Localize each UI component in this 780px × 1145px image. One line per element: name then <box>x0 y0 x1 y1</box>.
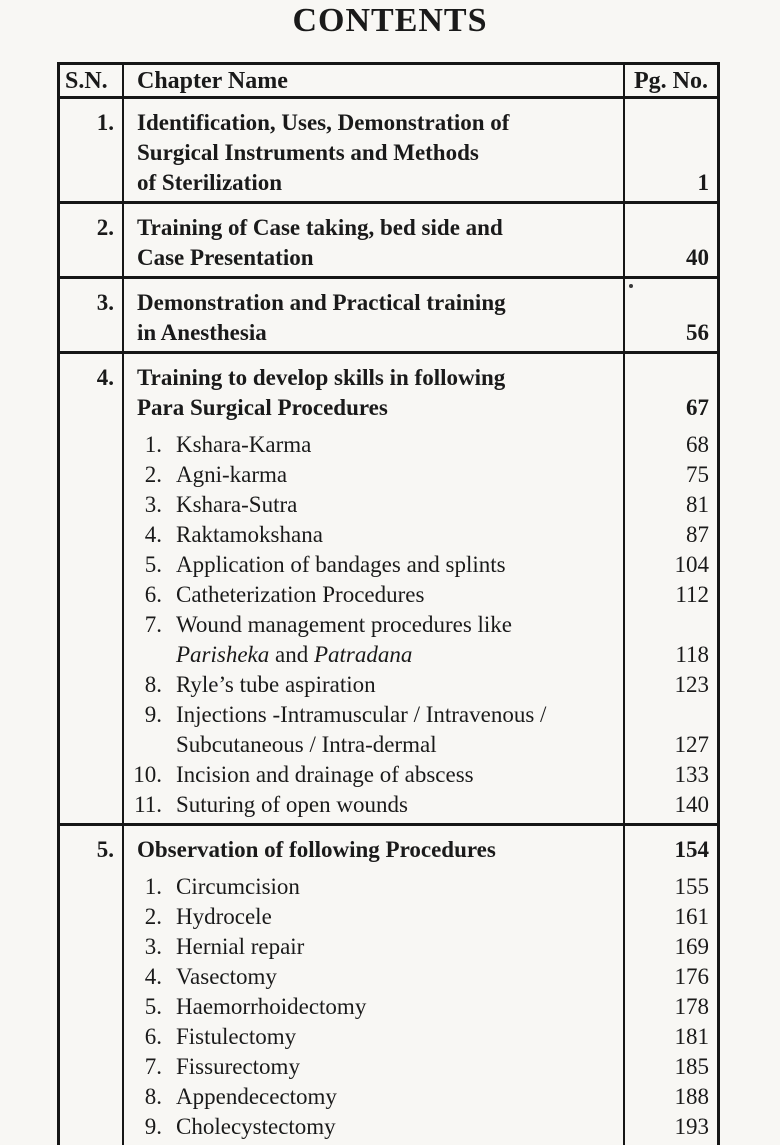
chapter-name-cell: Demonstration and Practical training <box>124 279 625 318</box>
contents-table <box>57 62 720 1145</box>
subitem-text: Raktamokshana <box>176 522 323 547</box>
chapter-name-cell: of Sterilization <box>124 168 625 201</box>
toc-line <box>60 640 717 670</box>
toc-line <box>60 826 717 865</box>
chapter-name-cell <box>124 1052 625 1082</box>
toc-line <box>60 1022 717 1052</box>
chapter-name-cell <box>124 760 625 790</box>
chapter-name-cell <box>124 992 625 1022</box>
toc-line <box>60 138 717 168</box>
chapter-name-cell <box>124 700 625 730</box>
chapter-row <box>60 826 717 1145</box>
sn-cell <box>60 168 124 201</box>
toc-line <box>60 520 717 550</box>
toc-line <box>60 204 717 243</box>
sn-cell <box>60 670 124 700</box>
sn-cell <box>60 490 124 520</box>
sn-cell <box>60 138 124 168</box>
chapter-name-cell: Training to develop skills in following <box>124 354 625 393</box>
chapter-name-cell <box>124 550 625 580</box>
sn-cell: 4. <box>60 354 124 393</box>
page-number-cell: 169 <box>674 934 709 959</box>
page-number-cell: 140 <box>674 792 709 817</box>
page-number-cell <box>625 354 717 393</box>
chapter-name-cell <box>124 865 625 902</box>
subitem-text: Subcutaneous / Intra-dermal <box>176 732 437 757</box>
subitem-number: 8. <box>144 672 162 697</box>
subitem-text: Injections -Intramuscular / Intravenous / <box>176 702 547 727</box>
chapter-name-cell: Case Presentation <box>124 243 625 276</box>
sn-cell <box>60 865 124 902</box>
chapter-name-cell <box>124 962 625 992</box>
page-number-cell: 40 <box>686 245 709 270</box>
subitem-text: Fissurectomy <box>176 1054 300 1079</box>
toc-line <box>60 423 717 460</box>
subitem-text: Vasectomy <box>176 964 277 989</box>
subitem-number: 10. <box>133 762 162 787</box>
subitem-text: Ryle’s tube aspiration <box>176 672 376 697</box>
subitem-text: Haemorrhoidectomy <box>176 994 367 1019</box>
subitem-text: and <box>269 642 314 667</box>
chapter-name-cell: Surgical Instruments and Methods <box>124 138 625 168</box>
sn-cell <box>60 318 124 351</box>
subitem-number: 1. <box>144 432 162 457</box>
page-number-cell <box>625 700 717 730</box>
subitem-number: 11. <box>134 792 162 817</box>
subitem-text: Suturing of open wounds <box>176 792 408 817</box>
chapter-row <box>60 99 717 204</box>
subitem-number: 4. <box>144 964 162 989</box>
chapter-name-cell: Observation of following Procedures <box>124 826 625 865</box>
sn-cell <box>60 640 124 670</box>
page-number-cell: 188 <box>674 1084 709 1109</box>
page-number-cell: 87 <box>686 522 709 547</box>
toc-line <box>60 902 717 932</box>
toc-line <box>60 550 717 580</box>
sn-cell <box>60 610 124 640</box>
toc-line <box>60 393 717 423</box>
page-number-cell: 178 <box>674 994 709 1019</box>
toc-line <box>60 670 717 700</box>
sn-cell: 1. <box>60 99 124 138</box>
toc-line <box>60 730 717 760</box>
subitem-text: Agni-karma <box>176 462 288 487</box>
subitem-number: 2. <box>144 904 162 929</box>
chapter-name-cell <box>124 580 625 610</box>
sn-cell <box>60 393 124 423</box>
sn-cell <box>60 1022 124 1052</box>
chapter-name-cell: Identification, Uses, Demonstration of <box>124 99 625 138</box>
subitem-text: Circumcision <box>176 874 300 899</box>
toc-line <box>60 243 717 276</box>
toc-line <box>60 1052 717 1082</box>
sn-cell <box>60 932 124 962</box>
sn-cell <box>60 1052 124 1082</box>
toc-line <box>60 168 717 201</box>
toc-line <box>60 962 717 992</box>
subitem-text: Cholecystectomy <box>176 1114 336 1139</box>
subitem-text: Wound management procedures like <box>176 612 513 637</box>
subitem-number: 4. <box>144 522 162 547</box>
page-number-cell: 68 <box>686 432 709 457</box>
chapter-row <box>60 279 717 354</box>
toc-line <box>60 490 717 520</box>
subitem-text: Fistulectomy <box>176 1024 297 1049</box>
subitem-text: Hernial repair <box>176 934 305 959</box>
chapter-name-cell <box>124 730 625 760</box>
sn-cell: 2. <box>60 204 124 243</box>
toc-line <box>60 354 717 393</box>
page-number-cell: 155 <box>674 874 709 899</box>
table-header-row <box>60 65 717 99</box>
sn-cell <box>60 423 124 460</box>
header-sn: S.N. <box>60 65 124 96</box>
toc-line <box>60 700 717 730</box>
sn-cell: 5. <box>60 826 124 865</box>
subitem-number: 3. <box>144 934 162 959</box>
subitem-number: 8. <box>144 1084 162 1109</box>
chapter-row <box>60 354 717 826</box>
toc-line <box>60 460 717 490</box>
subitem-number: 6. <box>144 582 162 607</box>
subitem-number: 5. <box>144 552 162 577</box>
sn-cell <box>60 962 124 992</box>
page-number-cell: 112 <box>675 582 709 607</box>
page-number-cell: 133 <box>674 762 709 787</box>
toc-line <box>60 610 717 640</box>
page-number-cell: 75 <box>686 462 709 487</box>
sn-cell <box>60 902 124 932</box>
chapter-name-cell <box>124 1022 625 1052</box>
chapter-name-cell <box>124 932 625 962</box>
chapter-name-cell <box>124 902 625 932</box>
chapter-name-cell: Training of Case taking, bed side and <box>124 204 625 243</box>
chapter-name-cell <box>124 490 625 520</box>
chapter-name-cell <box>124 460 625 490</box>
sn-cell <box>60 580 124 610</box>
chapter-name-cell <box>124 520 625 550</box>
chapter-name-cell <box>124 423 625 460</box>
page-number-cell: 56 <box>686 320 709 345</box>
page-number-cell <box>625 99 717 138</box>
sn-cell <box>60 550 124 580</box>
page-number-cell <box>625 204 717 243</box>
header-pg-no: Pg. No. <box>634 68 708 94</box>
chapter-name-cell <box>124 640 625 670</box>
toc-line <box>60 992 717 1022</box>
chapter-name-cell <box>124 1112 625 1145</box>
sn-cell <box>60 730 124 760</box>
page-number-cell: 127 <box>674 732 709 757</box>
sn-cell <box>60 700 124 730</box>
italic-term: Patradana <box>313 642 413 667</box>
chapter-name-cell <box>124 790 625 823</box>
chapter-name-cell <box>124 610 625 640</box>
page-number-cell: 185 <box>674 1054 709 1079</box>
chapter-name-cell: in Anesthesia <box>124 318 625 351</box>
italic-term: Parisheka <box>176 642 270 667</box>
toc-line <box>60 580 717 610</box>
sn-cell <box>60 460 124 490</box>
subitem-text: Kshara-Sutra <box>176 492 298 517</box>
page-number-cell <box>625 279 717 318</box>
subitem-number: 9. <box>144 1114 162 1139</box>
chapter-name-cell: Para Surgical Procedures <box>124 393 625 423</box>
page-number-cell: 176 <box>674 964 709 989</box>
subitem-number: 3. <box>144 492 162 517</box>
subitem-number: 9. <box>144 702 162 727</box>
sn-cell <box>60 760 124 790</box>
subitem-text: Kshara-Karma <box>176 432 312 457</box>
toc-line <box>60 865 717 902</box>
scan-artifact-dot <box>629 284 633 288</box>
toc-line <box>60 1112 717 1145</box>
page-number-cell <box>625 138 717 168</box>
page-number-cell <box>625 610 717 640</box>
subitem-text: Appendecectomy <box>176 1084 337 1109</box>
toc-line <box>60 932 717 962</box>
page-number-cell: 118 <box>675 642 709 667</box>
subitem-number: 6. <box>144 1024 162 1049</box>
subitem-number: 2. <box>144 462 162 487</box>
page-number-cell: 161 <box>674 904 709 929</box>
chapter-rows <box>60 99 717 1145</box>
sn-cell: 3. <box>60 279 124 318</box>
toc-line <box>60 760 717 790</box>
toc-line <box>60 790 717 823</box>
sn-cell <box>60 520 124 550</box>
header-chapter-name: Chapter Name <box>124 65 625 96</box>
page-number-cell: 181 <box>674 1024 709 1049</box>
page-number-cell: 193 <box>674 1114 709 1139</box>
subitem-text: Incision and drainage of abscess <box>176 762 474 787</box>
page-title: CONTENTS <box>292 2 488 39</box>
subitem-text: Catheterization Procedures <box>176 582 425 607</box>
page-number-cell: 81 <box>686 492 709 517</box>
sn-cell <box>60 992 124 1022</box>
sn-cell <box>60 243 124 276</box>
page-number-cell: 1 <box>697 170 709 195</box>
sn-cell <box>60 790 124 823</box>
page-number-cell: 104 <box>674 552 709 577</box>
subitem-number: 5. <box>144 994 162 1019</box>
toc-line <box>60 318 717 351</box>
toc-line <box>60 279 717 318</box>
subitem-number: 7. <box>144 612 162 637</box>
chapter-name-cell <box>124 670 625 700</box>
subitem-text: Application of bandages and splints <box>176 552 506 577</box>
toc-line <box>60 99 717 138</box>
page-number-cell: 154 <box>674 837 709 862</box>
subitem-number: 1. <box>144 874 162 899</box>
subitem-number: 7. <box>144 1054 162 1079</box>
page-number-cell: 123 <box>674 672 709 697</box>
document-page <box>0 2 780 1139</box>
subitem-text: Hydrocele <box>176 904 272 929</box>
sn-cell <box>60 1112 124 1145</box>
chapter-row <box>60 204 717 279</box>
page-number-cell: 67 <box>686 395 709 420</box>
